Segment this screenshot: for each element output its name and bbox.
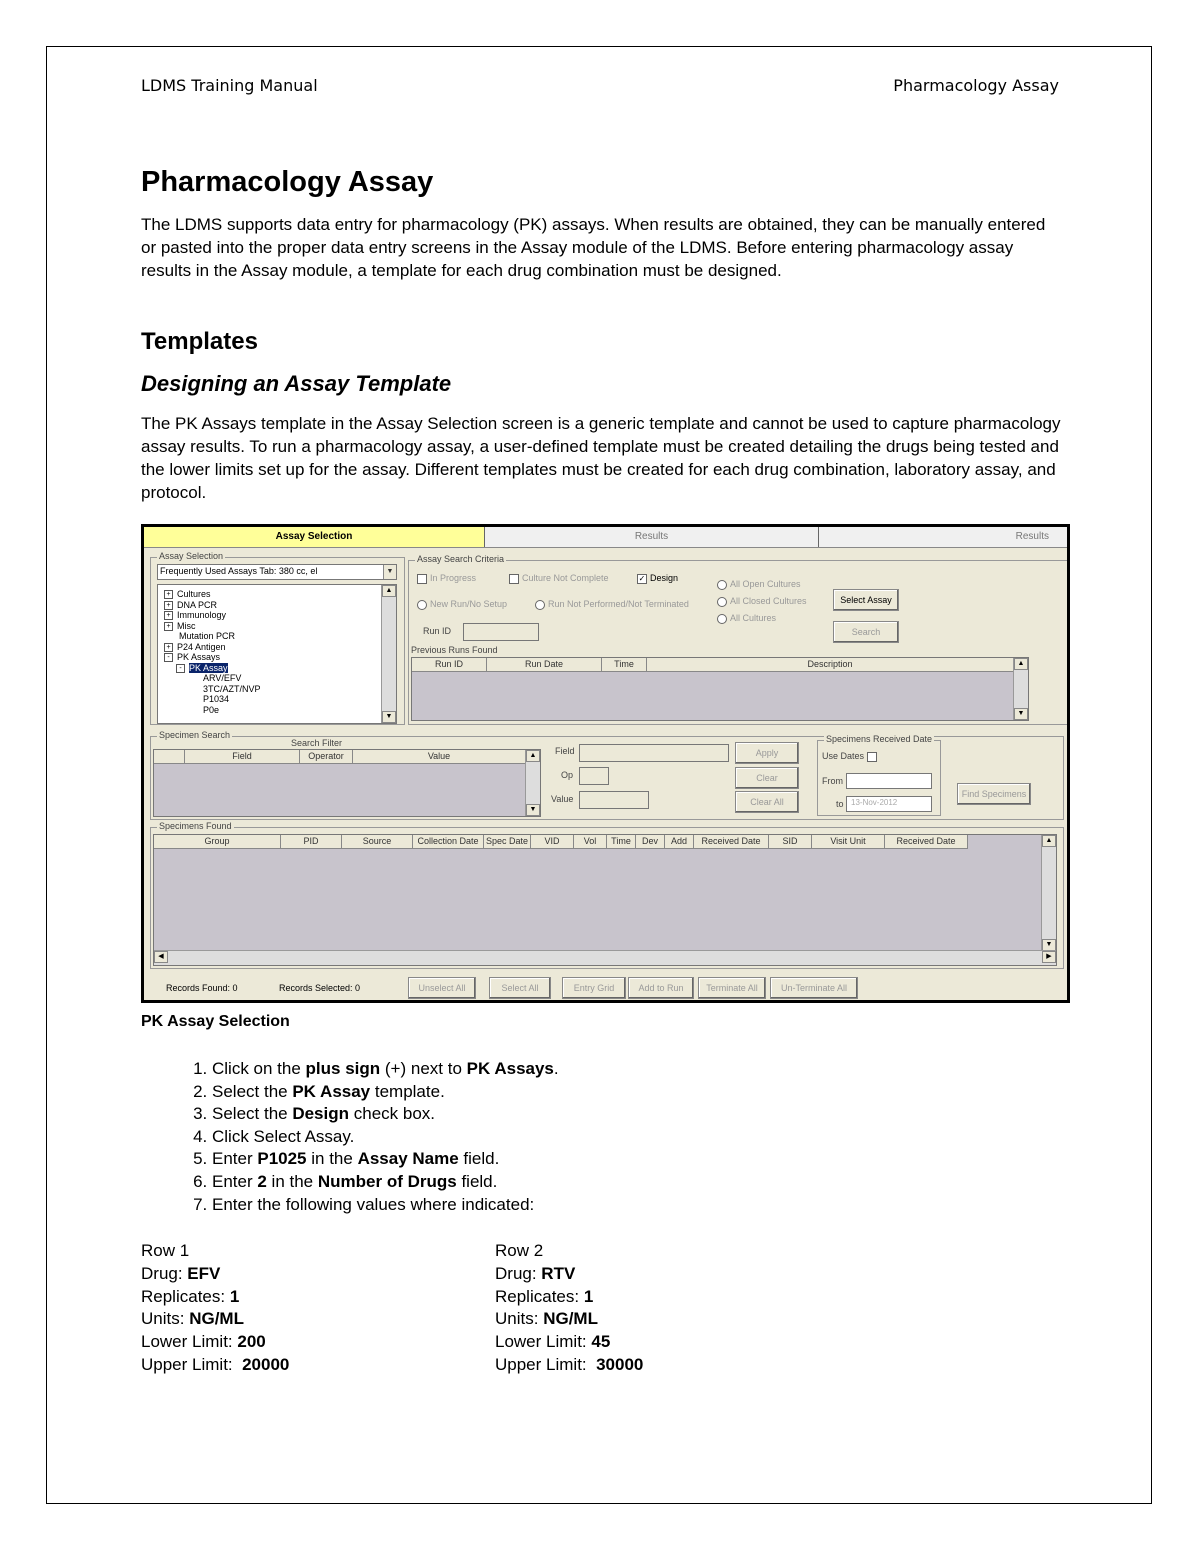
specimens-col[interactable]: Visit Unit [812, 835, 885, 849]
step-item: 5. Enter P1025 in the Assay Name field. [212, 1148, 1112, 1171]
clear-button[interactable]: Clear [735, 767, 799, 789]
instruction-steps [141, 1058, 1112, 1216]
col-time[interactable]: Time [602, 658, 647, 672]
tree-item[interactable] [188, 684, 261, 694]
intro-paragraph: The LDMS supports data entry for pharmacology (PK) assays. When results are obtained, they can be manually entered or pasted into the proper data entry screens in the Assay module of the LDMS. Before entering pharmacology assay results in the Assay module, a template for each drug combination must be designed. [141, 215, 1046, 280]
specimens-col[interactable]: Time [607, 835, 636, 849]
row-line: Replicates: 1 [141, 1286, 240, 1306]
use-dates-checkbox[interactable]: Use Dates [822, 751, 880, 762]
expand-icon[interactable]: + [164, 622, 173, 631]
tree-item-label: Misc [177, 620, 196, 631]
scroll-up-icon[interactable]: ▲ [382, 585, 396, 597]
col-run-id[interactable]: Run ID [412, 658, 487, 672]
step-item: 3. Select the Design check box. [212, 1103, 1112, 1126]
tree-item[interactable] [164, 621, 196, 631]
specimens-col[interactable]: PID [281, 835, 342, 849]
tab-results-2[interactable]: Results [1015, 531, 1049, 542]
tree-item-label: DNA PCR [177, 599, 218, 610]
scroll-up-icon[interactable]: ▲ [1014, 658, 1028, 670]
tree-item-label: Mutation PCR [179, 631, 236, 641]
tree-item[interactable] [164, 642, 226, 652]
page-title: Pharmacology Assay [141, 166, 434, 198]
op-select[interactable] [579, 767, 609, 785]
search-filter-grid[interactable] [153, 749, 541, 817]
tree-item-label: ARV/EFV [203, 673, 242, 683]
value-label: Value [551, 794, 574, 804]
tree-item-label: Cultures [177, 589, 211, 599]
specimens-col[interactable]: Received Date [694, 835, 769, 849]
row-line: Upper Limit: 30000 [495, 1354, 644, 1374]
records-selected: Records Selected: 0 [279, 983, 361, 993]
step-item: 7. Enter the following values where indicated: [212, 1194, 1112, 1217]
runs-scrollbar[interactable] [1013, 658, 1028, 720]
step-item: 1. Click on the plus sign (+) next to PK Assays. [212, 1058, 1112, 1081]
search-button[interactable]: Search [833, 621, 899, 643]
collapse-icon[interactable]: - [164, 653, 173, 662]
scroll-up-icon[interactable]: ▲ [1042, 835, 1056, 847]
value-input[interactable] [579, 791, 649, 809]
scroll-down-icon[interactable]: ▼ [382, 711, 396, 723]
tree-item[interactable] [188, 673, 241, 683]
clear-all-button[interactable]: Clear All [735, 791, 799, 813]
row-2-values [495, 1240, 643, 1377]
assay-tree[interactable] [157, 584, 397, 724]
assay-selection-group-title: Assay Selection [159, 551, 224, 561]
tree-item-label: PK Assay [189, 662, 228, 673]
scroll-down-icon[interactable]: ▼ [1042, 939, 1056, 951]
tree-item-label: PK Assays [177, 652, 221, 662]
add-to-run-button[interactable]: Add to Run [628, 977, 694, 999]
row-line: Drug: EFV [141, 1263, 221, 1283]
assay-search-criteria-group [408, 554, 1068, 725]
op-label: Op [561, 770, 574, 780]
tab-bar [144, 527, 1067, 548]
to-date-input[interactable]: 13-Nov-2012 [846, 796, 932, 812]
row-title: Row 2 [495, 1241, 544, 1260]
received-date-group [817, 734, 941, 816]
expand-icon[interactable]: + [164, 611, 173, 620]
run-id-label: Run ID [423, 626, 452, 636]
from-date-input[interactable] [846, 773, 932, 789]
row-line: Units: NG/ML [141, 1309, 244, 1329]
new-run-radio[interactable]: New Run/No Setup [417, 599, 507, 610]
tree-item[interactable] [164, 610, 226, 620]
running-header-left: LDMS Training Manual [141, 76, 318, 95]
previous-runs-grid[interactable] [411, 657, 1029, 721]
subsection-heading: Designing an Assay Template [141, 371, 452, 396]
terminate-all-button[interactable]: Terminate All [698, 977, 766, 999]
tree-item[interactable] [176, 663, 228, 673]
specimens-col[interactable]: Vol [574, 835, 607, 849]
tree-item-label: P0e [203, 704, 220, 715]
specimens-hscroll[interactable] [154, 950, 1056, 965]
specimen-search-group [150, 730, 1064, 820]
specimen-search-title: Specimen Search [159, 730, 231, 740]
running-header-right: Pharmacology Assay [893, 76, 1059, 95]
specimens-grid[interactable] [153, 834, 1057, 966]
row-line: Units: NG/ML [495, 1309, 598, 1329]
specimens-col[interactable]: VID [531, 835, 574, 849]
row-line: Lower Limit: 45 [495, 1332, 611, 1352]
scroll-right-icon[interactable]: ▶ [1042, 951, 1056, 963]
expand-icon[interactable]: + [164, 601, 173, 610]
specimens-col[interactable]: Collection Date [413, 835, 484, 849]
tree-item[interactable] [164, 631, 235, 641]
field-select[interactable] [579, 744, 729, 762]
step-item: 4. Click Select Assay. [212, 1126, 1112, 1149]
scroll-up-icon[interactable]: ▲ [526, 750, 540, 762]
specimens-col[interactable]: Add [665, 835, 694, 849]
search-filter-label: Search Filter [291, 738, 343, 748]
specimens-col[interactable]: Dev [636, 835, 665, 849]
col-value[interactable]: Value [353, 750, 526, 764]
run-not-performed-radio[interactable]: Run Not Performed/Not Terminated [535, 599, 689, 610]
tree-item[interactable] [188, 705, 219, 715]
tab-results-1[interactable]: Results [485, 527, 819, 547]
frequently-used-dropdown[interactable] [157, 564, 397, 580]
expand-icon[interactable]: + [164, 590, 173, 599]
tree-item-label: Immunology [177, 610, 227, 620]
from-label: From [822, 776, 843, 786]
row-line: Drug: RTV [495, 1263, 576, 1283]
specimens-col[interactable]: SID [769, 835, 812, 849]
find-specimens-button[interactable]: Find Specimens [957, 783, 1031, 805]
row-line: Replicates: 1 [495, 1286, 594, 1306]
row-title: Row 1 [141, 1241, 190, 1260]
row-line: Upper Limit: 20000 [141, 1354, 290, 1374]
entry-grid-button[interactable]: Entry Grid [562, 977, 626, 999]
un-terminate-all-button[interactable]: Un-Terminate All [770, 977, 858, 999]
tree-item[interactable] [164, 652, 220, 662]
select-assay-button[interactable]: Select Assay [833, 589, 899, 611]
assay-selection-screenshot [141, 524, 1070, 1003]
figure-caption: PK Assay Selection [141, 1013, 290, 1030]
all-cultures-radio[interactable]: All Cultures [717, 613, 776, 624]
col-field[interactable]: Field [185, 750, 300, 764]
tree-item[interactable] [164, 589, 211, 599]
chevron-down-icon[interactable]: ▼ [383, 565, 396, 579]
specimens-col[interactable]: Group [154, 835, 281, 849]
search-criteria-title: Assay Search Criteria [417, 554, 505, 564]
records-found: Records Found: 0 [166, 983, 238, 993]
scroll-down-icon[interactable]: ▼ [1014, 708, 1028, 720]
step-item: 6. Enter 2 in the Number of Drugs field. [212, 1171, 1112, 1194]
col-description[interactable]: Description [647, 658, 1014, 672]
tree-item-label: 3TC/AZT/NVP [203, 683, 261, 694]
collapse-icon[interactable]: - [176, 664, 185, 673]
specimens-found-title: Specimens Found [159, 821, 232, 831]
culture-not-complete-checkbox[interactable]: Culture Not Complete [509, 573, 609, 584]
tree-item-label: P1034 [203, 694, 230, 704]
specimens-vscroll[interactable] [1041, 835, 1056, 951]
specimens-col[interactable]: Received Date [885, 835, 968, 849]
all-closed-cultures-radio[interactable]: All Closed Cultures [717, 596, 807, 607]
col-selector [154, 750, 185, 764]
in-progress-checkbox[interactable]: In Progress [417, 573, 476, 584]
row-line: Lower Limit: 200 [141, 1332, 266, 1352]
tab-assay-selection[interactable]: Assay Selection [144, 527, 485, 547]
specimens-col[interactable]: Source [342, 835, 413, 849]
step-item: 2. Select the PK Assay template. [212, 1081, 1112, 1104]
tree-item-label: P24 Antigen [177, 641, 226, 652]
tree-item[interactable] [188, 694, 229, 704]
row-1-values [141, 1240, 289, 1377]
tree-scrollbar[interactable] [381, 585, 396, 723]
field-label: Field [555, 746, 575, 756]
section-heading: Templates [141, 328, 258, 355]
scroll-down-icon[interactable]: ▼ [526, 804, 540, 816]
tree-item[interactable] [164, 600, 217, 610]
apply-button[interactable]: Apply [735, 742, 799, 764]
expand-icon[interactable]: + [164, 643, 173, 652]
received-date-title: Specimens Received Date [826, 734, 933, 744]
col-run-date[interactable]: Run Date [487, 658, 602, 672]
unselect-all-button[interactable]: Unselect All [408, 977, 476, 999]
assay-selection-group [150, 551, 405, 725]
all-open-cultures-radio[interactable]: All Open Cultures [717, 579, 801, 590]
frequently-used-value: Frequently Used Assays Tab: 380 cc, el [160, 566, 318, 576]
scroll-left-icon[interactable]: ◀ [154, 951, 168, 963]
previous-runs-label: Previous Runs Found [411, 645, 498, 655]
filter-scrollbar[interactable] [525, 750, 540, 816]
run-id-input[interactable] [463, 623, 539, 641]
template-paragraph: The PK Assays template in the Assay Selection screen is a generic template and cannot be used to capture pharmacology assay results. To run a pharmacology assay, a user-defined template must be created detailing the drugs being tested and the lower limits set up for the assay. Different templates must be created for each drug combination, laboratory assay, and protocol. [141, 414, 1061, 502]
to-label: to [836, 799, 844, 809]
design-checkbox[interactable]: ✓ Design [638, 573, 679, 583]
select-all-button[interactable]: Select All [489, 977, 551, 999]
specimens-col[interactable]: Spec Date [484, 835, 531, 849]
col-operator[interactable]: Operator [300, 750, 353, 764]
specimens-found-group [150, 821, 1064, 969]
